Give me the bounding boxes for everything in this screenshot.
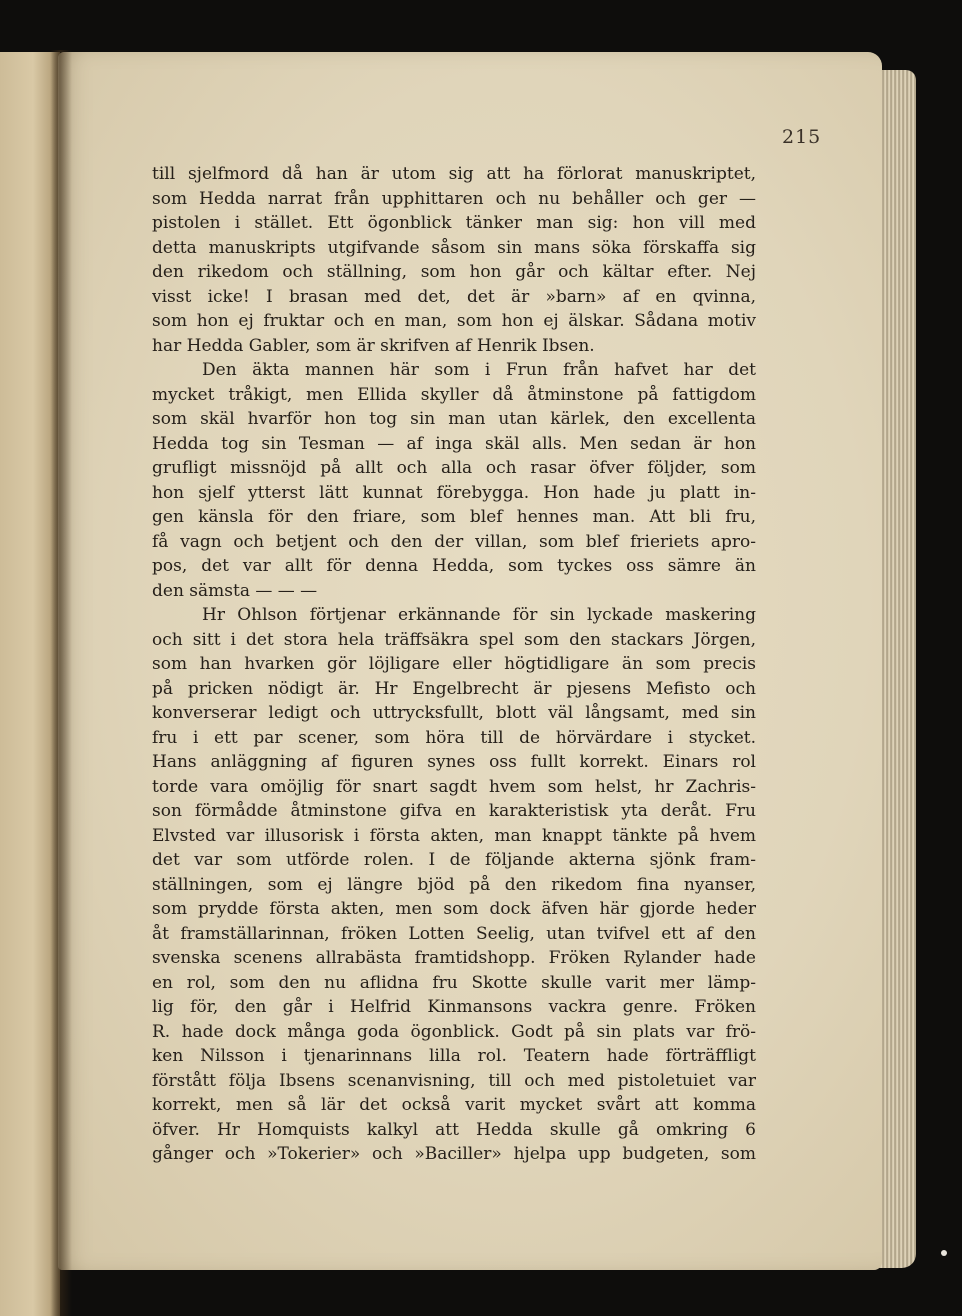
text-line: konverserar ledigt och uttrycksfullt, blott väl långsamt, med sin: [152, 703, 756, 723]
text-line: Den äkta mannen här som i Frun från hafvet har det: [202, 360, 756, 380]
book-gutter: [50, 50, 72, 1316]
text-line: lig för, den går i Helfrid Kinmansons vackra genre. Fröken: [152, 997, 756, 1017]
text-line: det var som utförde rolen. I de följande akterna sjönk fram-: [152, 850, 756, 870]
text-line: och sitt i det stora hela träffsäkra spel som den stackars Jörgen,: [152, 629, 756, 650]
text-line: som skäl hvarför hon tog sin man utan kärlek, den excellenta: [152, 409, 756, 429]
text-line: ken Nilsson i tjenarinnans lilla rol. Teatern hade förträffligt: [152, 1046, 756, 1066]
text-line: detta manuskripts utgifvande såsom sin mans söka förskaffa sig: [152, 237, 756, 258]
text-line: har Hedda Gabler, som är skrifven af Henrik Ibsen.: [152, 335, 595, 356]
text-line: Hedda tog sin Tesman — af inga skäl alls. Men sedan är hon: [152, 433, 756, 454]
text-line: på pricken nödigt är. Hr Engelbrecht är pjesens Mefisto och: [152, 678, 756, 699]
text-line: torde vara omöjlig för snart sagdt hvem som helst, hr Zachris-: [152, 776, 756, 797]
text-line: son förmådde åtminstone gifva en karakteristisk yta deråt. Fru: [152, 801, 756, 821]
text-line: få vagn och betjent och den der villan, som blef frieriets apro-: [152, 531, 756, 552]
text-line: hon sjelf ytterst lätt kunnat förebygga. Hon hade ju platt in-: [152, 482, 756, 503]
text-line: svenska scenens allrabästa framtidshopp. Fröken Rylander hade: [152, 948, 756, 968]
text-line: Hans anläggning af figuren synes oss fullt korrekt. Einars rol: [152, 752, 756, 772]
text-line: åt framställarinnan, fröken Lotten Seelig, utan tvifvel ett af den: [152, 923, 756, 944]
scan-dust-mark: [941, 1250, 947, 1256]
text-line: R. hade dock många goda ögonblick. Godt på sin plats var frö-: [152, 1021, 756, 1042]
text-line: fru i ett par scener, som höra till de hörvärdare i stycket.: [152, 727, 756, 748]
text-line: öfver. Hr Homquists kalkyl att Hedda skulle gå omkring 6: [152, 1119, 756, 1140]
text-line: till sjelfmord då han är utom sig att ha förlorat manuskriptet,: [152, 164, 756, 184]
text-line: en rol, som den nu aflidna fru Skotte skulle varit mer lämp-: [152, 972, 756, 993]
text-line: gånger och »Tokerier» och »Baciller» hjelpa upp budgeten, som: [152, 1144, 756, 1164]
text-line: som prydde första akten, men som dock äfven här gjorde heder: [152, 899, 756, 919]
page-number: 215: [782, 126, 822, 148]
text-line: Hr Ohlson förtjenar erkännande för sin lyckade maskering: [202, 605, 756, 625]
text-line: den sämsta — — —: [152, 580, 318, 601]
body-text: [152, 162, 756, 1167]
text-line: grufligt missnöjd på allt och alla och rasar öfver följder, som: [152, 458, 756, 478]
text-line: som hon ej fruktar och en man, som hon ej älskar. Sådana motiv: [152, 311, 756, 331]
text-line: den rikedom och ställning, som hon går och kältar efter. Nej: [152, 262, 756, 282]
text-line: som Hedda narrat från upphittaren och nu behåller och ger —: [152, 188, 756, 209]
text-line: mycket tråkigt, men Ellida skyller då åtminstone på fattigdom: [152, 384, 756, 405]
text-line: ställningen, som ej längre bjöd på den rikedom fina nyanser,: [152, 874, 756, 895]
text-line: förstått följa Ibsens scenanvisning, till och med pistoletuiet var: [152, 1070, 756, 1091]
text-line: korrekt, men så lär det också varit mycket svårt att komma: [152, 1095, 756, 1115]
text-line: som han hvarken gör löjligare eller högtidligare än som precis: [152, 654, 756, 674]
text-line: Elvsted var illusorisk i första akten, man knappt tänkte på hvem: [152, 825, 756, 846]
text-line: pistolen i stället. Ett ögonblick tänker man sig: hon vill med: [152, 213, 756, 233]
text-line: visst icke! I brasan med det, det är »barn» af en qvinna,: [152, 286, 756, 307]
text-line: pos, det var allt för denna Hedda, som tyckes oss sämre än: [152, 556, 756, 576]
text-line: gen känsla för den friare, som blef hennes man. Att bli fru,: [152, 507, 756, 527]
